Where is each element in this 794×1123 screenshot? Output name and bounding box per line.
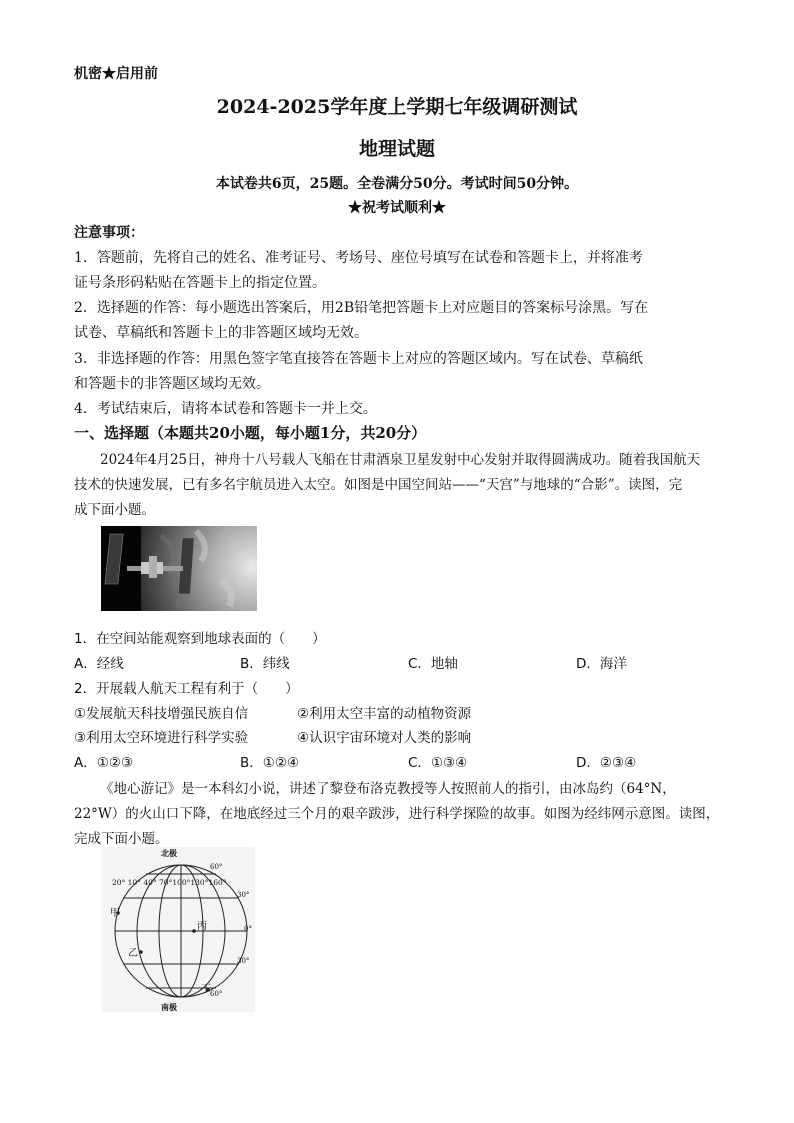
- q2-statement: ④认识宇宙环境对人类的影响: [297, 730, 472, 746]
- point-bing-label: 丙: [197, 921, 207, 932]
- wish-line: ★祝考试顺利★: [348, 200, 446, 216]
- exam-title: 2024-2025学年度上学期七年级调研测试: [216, 96, 578, 118]
- q1-option-b: B．纬线: [240, 656, 290, 672]
- notes-line: 1．答题前，先将自己的姓名、准考证号、考场号、座位号填写在试卷和答题卡上，并将准考: [74, 250, 643, 266]
- north-pole-label: 北极: [161, 848, 177, 858]
- q1-option-a: A．经线: [74, 656, 124, 672]
- subject-title: 地理试题: [358, 138, 435, 160]
- notes-line: 4．考试结束后，请将本试卷和答题卡一并上交。: [74, 401, 377, 417]
- q2-option-d: D．②③④: [576, 755, 637, 771]
- south-pole-label: 南极: [161, 1002, 177, 1012]
- latitude-label: 60°: [210, 863, 223, 871]
- section-heading: 一、选择题（本题共20小题，每小题1分，共20分）: [74, 424, 427, 442]
- passage-line: 技术的快速发展，已有多名宇航员进入太空。如图是中国空间站——“天宫”与地球的“合影”。读图，完: [74, 477, 683, 493]
- passage-line: 《地心游记》是一本科幻小说，讲述了黎登布洛克教授等人按照前人的指引，由冰岛约（64°N，: [100, 781, 676, 797]
- latitude-label: 30°: [237, 957, 250, 965]
- passage-line: 成下面小题。: [74, 502, 155, 518]
- q2-statement: ③利用太空环境进行科学实验: [74, 730, 249, 746]
- passage-line: 完成下面小题。: [74, 831, 169, 847]
- point-yi-label: 乙: [128, 948, 138, 959]
- notes-line: 证号条形码粘贴在答题卡上的指定位置。: [74, 275, 326, 291]
- confidential-mark: 机密★启用前: [74, 66, 158, 82]
- exam-info: 本试卷共6页，25题。全卷满分50分。考试时间50分钟。: [215, 176, 579, 192]
- q1-option-d: D．海洋: [576, 656, 627, 672]
- passage-line: 22°W）的火山口下降，在地底经过三个月的艰辛跋涉，进行科学探险的故事。如图为经纬网示意图。读图，: [74, 806, 720, 822]
- q2-option-c: C．①③④: [408, 755, 468, 771]
- q2-statement: ①发展航天科技增强民族自信: [74, 706, 249, 722]
- point-ding-label: 丁: [201, 984, 211, 995]
- longitude-labels: 20° 10° 40° 70°100°130°160°: [112, 878, 227, 887]
- latitude-label: 60°: [210, 990, 223, 998]
- question-1-stem: 1．在空间站能观察到地球表面的（ ）: [74, 631, 326, 647]
- q2-option-b: B．①②④: [240, 755, 300, 771]
- notes-heading: 注意事项：: [74, 225, 144, 241]
- point-jia-label: 甲: [110, 908, 120, 919]
- notes-line: 3．非选择题的作答：用黑色签字笔直接答在答题卡上对应的答题区域内。写在试卷、草稿纸: [74, 351, 643, 367]
- q2-option-a: A．①②③: [74, 755, 134, 771]
- space-station-photo: [101, 526, 257, 611]
- latitude-label: 30°: [237, 891, 250, 899]
- notes-line: 和答题卡的非答题区域均无效。: [74, 376, 270, 392]
- q2-statement: ②利用太空丰富的动植物资源: [297, 706, 472, 722]
- notes-line: 试卷、草稿纸和答题卡上的非答题区域均无效。: [74, 325, 368, 341]
- notes-line: 2．选择题的作答：每小题选出答案后，用2B铅笔把答题卡上对应题目的答案标号涂黑。写在: [74, 300, 649, 316]
- question-2-stem: 2．开展载人航天工程有利于（ ）: [74, 681, 299, 697]
- latitude-label: 0°: [244, 925, 252, 933]
- passage-line: 2024年4月25日，神舟十八号载人飞船在甘肃酒泉卫星发射中心发射并取得圆满成功。随着我国航天: [100, 452, 701, 468]
- q1-option-c: C．地轴: [408, 656, 458, 672]
- graticule-diagram: [101, 847, 255, 1012]
